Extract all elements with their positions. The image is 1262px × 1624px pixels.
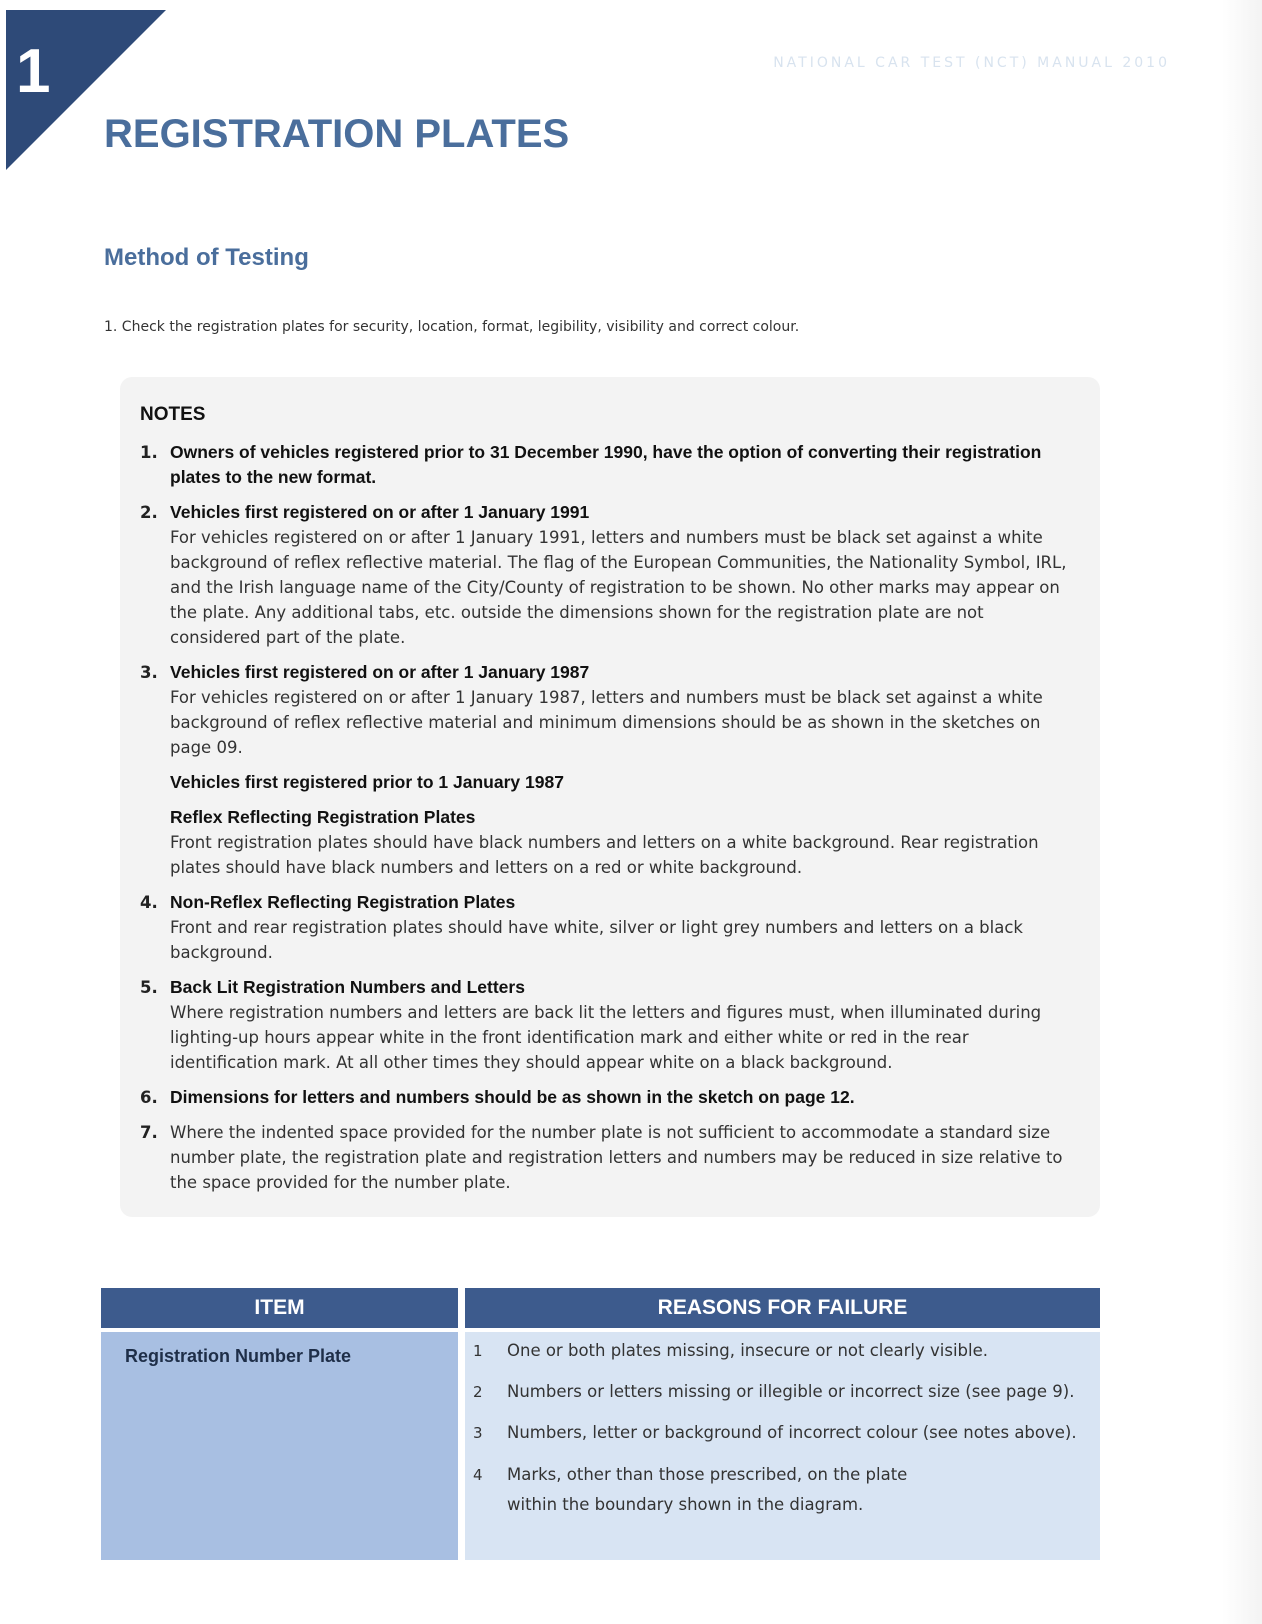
- note-text: Where the indented space provided for the number plate is not sufficient to accommodate a standard size number plate, the registration plate and registration letters and numbers may be reduced in size relative to the space provided for the number plate.: [170, 1123, 1063, 1192]
- table-reasons-cell: [465, 1332, 1100, 1560]
- note-text: For vehicles registered on or after 1 January 1987, letters and numbers must be black set against a white background of reflex reflective material and minimum dimensions should be as shown in the sketches on page 09.: [170, 688, 1043, 757]
- note-number: 4.: [140, 893, 158, 912]
- note-subheading: Reflex Reflecting Registration Plates: [170, 807, 476, 827]
- page-edge-shadow: [1222, 0, 1262, 1624]
- reason-text: Numbers, letter or background of incorrect colour (see notes above).: [507, 1423, 1077, 1442]
- note-title: Non-Reflex Reflecting Registration Plates: [170, 892, 516, 912]
- notes-heading: NOTES: [140, 404, 206, 425]
- reason-text: One or both plates missing, insecure or not clearly visible.: [507, 1341, 988, 1360]
- note-number: 7.: [140, 1123, 158, 1142]
- note-body: [170, 890, 1070, 965]
- note-number: 3.: [140, 663, 158, 682]
- reason-text: Numbers or letters missing or illegible or incorrect size (see page 9).: [507, 1382, 1075, 1401]
- note-number: 6.: [140, 1088, 158, 1107]
- chapter-number: 1: [16, 37, 51, 106]
- table-header-reasons: REASONS FOR FAILURE: [465, 1288, 1100, 1328]
- note-item: [140, 1120, 1070, 1195]
- method-step: 1. Check the registration plates for security, location, format, legibility, visibility and correct colour.: [104, 319, 800, 335]
- note-title: Owners of vehicles registered prior to 31 December 1990, have the option of converting their registration plates to the new format.: [170, 442, 1042, 487]
- note-body: [170, 1120, 1070, 1195]
- note-item: [140, 975, 1070, 1075]
- table-header-item: ITEM: [101, 1288, 458, 1328]
- note-text: For vehicles registered on or after 1 January 1991, letters and numbers must be black set against a white background of reflex reflective material. The flag of the European Communities, the Nationality Symbol, IRL, and the Irish language name of the City/County of registration to be shown. No other marks may appear on the plate. Any additional tabs, etc. outside the dimensions shown for the registration plate are not considered part of the plate.: [170, 528, 1067, 647]
- note-body: [170, 500, 1070, 650]
- reason-number: 4: [473, 1466, 483, 1484]
- note-number: 1.: [140, 443, 158, 462]
- note-text: Where registration numbers and letters are back lit the letters and figures must, when illuminated during lighting-up hours appear white in the front identification mark and either white or red in the rear identification mark. At all other times they should appear white on a black background.: [170, 1003, 1042, 1072]
- reason-row: [473, 1418, 1097, 1448]
- reason-row: [473, 1377, 1097, 1407]
- note-text: Front and rear registration plates should have white, silver or light grey numbers and letters on a black background.: [170, 918, 1023, 962]
- note-body: [170, 660, 1070, 880]
- note-body: [170, 1085, 1070, 1110]
- note-item: [140, 500, 1070, 650]
- page-title: REGISTRATION PLATES: [104, 112, 570, 156]
- note-title: Vehicles first registered on or after 1 January 1991: [170, 502, 590, 522]
- note-item: [140, 1085, 1070, 1110]
- note-title: Vehicles first registered on or after 1 January 1987: [170, 662, 590, 682]
- failure-table: [101, 1288, 1100, 1560]
- note-title: Back Lit Registration Numbers and Letters: [170, 977, 525, 997]
- reason-number: 2: [473, 1383, 483, 1401]
- running-header: NATIONAL CAR TEST (NCT) MANUAL 2010: [773, 55, 1170, 71]
- table-item-cell: [101, 1332, 458, 1560]
- reason-row: [473, 1460, 917, 1520]
- note-item: [140, 440, 1070, 490]
- method-heading: Method of Testing: [104, 244, 309, 271]
- item-name: Registration Number Plate: [125, 1346, 352, 1366]
- note-item: [140, 890, 1070, 965]
- note-body: [170, 440, 1070, 490]
- note-body: [170, 975, 1070, 1075]
- note-number: 5.: [140, 978, 158, 997]
- note-subheading: Vehicles first registered prior to 1 January 1987: [170, 772, 564, 792]
- note-number: 2.: [140, 503, 158, 522]
- reason-row: [473, 1336, 1097, 1366]
- note-title: Dimensions for letters and numbers should be as shown in the sketch on page 12.: [170, 1087, 855, 1107]
- note-item: [140, 660, 1070, 880]
- reason-text: Marks, other than those prescribed, on the plate within the boundary shown in the diagram.: [507, 1465, 908, 1514]
- note-text: Front registration plates should have black numbers and letters on a white background. Rear registration plates should have black numbers and letters on a red or white background.: [170, 833, 1039, 877]
- reason-number: 3: [473, 1424, 483, 1442]
- notes-list: [140, 440, 1070, 1205]
- reason-number: 1: [473, 1342, 483, 1360]
